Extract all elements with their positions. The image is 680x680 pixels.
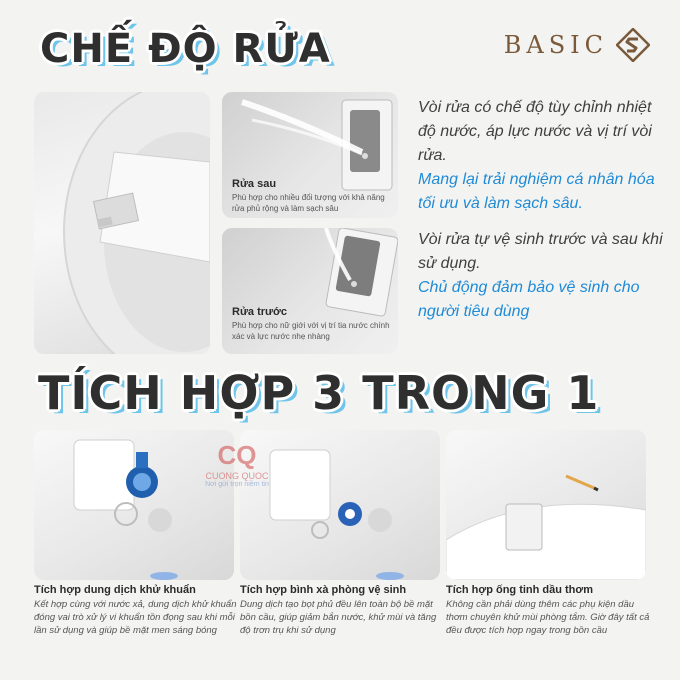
feature-disinfectant (34, 584, 239, 637)
wash-feature-text-1: Vòi rửa có chế độ tùy chỉnh nhiệt độ nước, áp lực nước và vị trí vòi rửa. (418, 99, 652, 164)
section-title-integrated: TÍCH HỢP 3 TRONG 1 (38, 366, 600, 420)
wash-feature-highlight-1: Mang lại trải nghiệm cá nhân hóa tối ưu và làm sạch sâu. (418, 171, 655, 212)
feature-disinfectant-title: Tích hợp dung dịch khử khuẩn (34, 584, 196, 596)
rear-wash-desc: Phù hợp cho nhiều đối tượng với khả năng rửa phủ rộng và làm sạch sâu (232, 193, 385, 213)
feature-soap-title: Tích hợp bình xà phòng vệ sinh (240, 584, 407, 596)
front-wash-title: Rửa trước (232, 306, 287, 318)
feature-essential-oil (446, 584, 651, 637)
feature-soap-desc: Dung dịch tạo bọt phủ đều lên toàn bộ bề mặt bồn cầu, giúp giảm bắn nước, khử mùi và tăng độ trơn trụ khi sử dụng (240, 599, 437, 636)
wash-feature-text-2: Vòi rửa tự vệ sinh trước và sau khi sử dụng. (418, 231, 663, 272)
brand (504, 28, 650, 62)
rear-wash-title: Rửa sau (232, 178, 277, 190)
watermark-logo: CQ (217, 440, 257, 470)
rear-wash-photo (222, 92, 398, 218)
watermark-tagline: Nơi gửi trọn niềm tin (205, 481, 269, 488)
brand-name: BASIC (503, 31, 608, 59)
basic-logo-icon (616, 28, 650, 62)
wash-feature-highlight-2: Chủ động đảm bảo vệ sinh cho người tiêu dùng (418, 279, 640, 320)
feature-soap (240, 584, 445, 637)
front-wash-desc: Phù hợp cho nữ giới với vị trí tia nước chính xác và lực nước nhẹ nhàng (232, 321, 390, 341)
section-title-wash-modes: CHẾ ĐỘ RỬA (40, 26, 331, 72)
wash-description (418, 96, 668, 324)
toilet-nozzle-photo (34, 92, 210, 354)
front-wash-photo (222, 228, 398, 354)
essential-oil-illustration (446, 430, 646, 580)
rear-wash-label (232, 178, 392, 214)
toilet-nozzle-illustration (34, 92, 210, 354)
feature-disinfectant-desc: Kết hợp cùng với nước xả, dung dịch khử khuẩn đóng vai trò xử lý vi khuẩn tồn đọng sau khi mỗi lần sử dụng và giúp bề mặt men sáng bóng (34, 599, 237, 636)
watermark-name: CUONG QUOC (205, 471, 269, 481)
feature-essential-oil-desc: Không cần phải dùng thêm các phụ kiện dầu thơm chuyên khử mùi phòng tắm. Giờ đây tất cả đều được tích hợp ngay trong bồn cầu (446, 599, 650, 636)
front-wash-label (232, 306, 392, 342)
feature-essential-oil-title: Tích hợp ống tinh dầu thơm (446, 584, 594, 596)
watermark (182, 440, 292, 488)
essential-oil-photo (446, 430, 646, 580)
